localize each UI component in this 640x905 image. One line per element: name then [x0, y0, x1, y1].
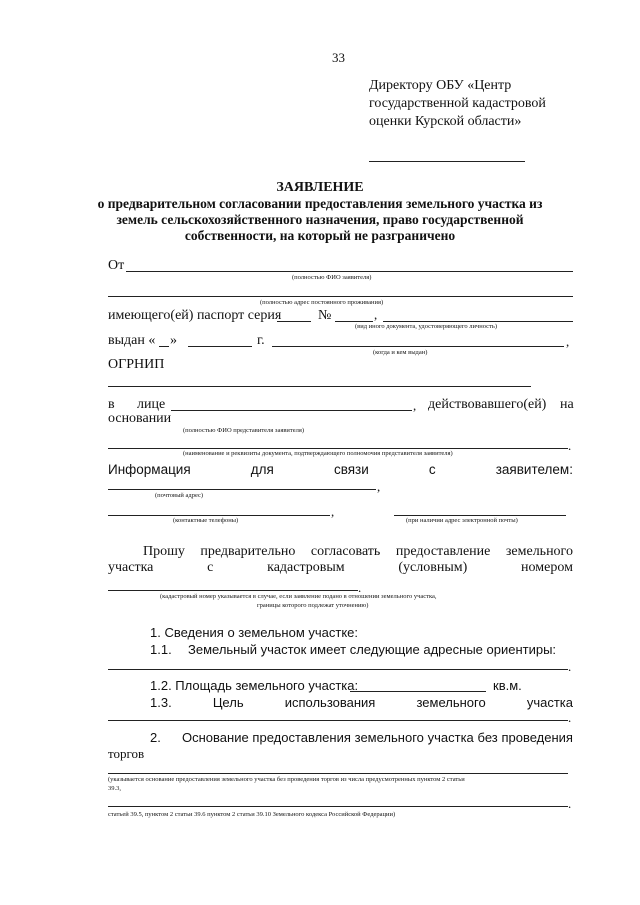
address-landmarks-line[interactable] — [108, 669, 568, 670]
purpose-line[interactable] — [108, 720, 568, 721]
email-caption: (при наличии адрес электронной почты) — [406, 517, 518, 524]
section2-number: 2. — [150, 730, 161, 745]
request-word: кадастровым — [267, 560, 345, 575]
phones-caption: (контактные телефоны) — [173, 517, 239, 524]
issued-month-line[interactable] — [188, 346, 252, 347]
cadastral-number-line[interactable] — [108, 590, 358, 591]
cadastral-caption: (кадастровый номер указывается в случае, если заявление подано в отношении земельного участка, — [160, 593, 437, 600]
request-word: согласовать — [310, 544, 381, 559]
comma: , — [377, 479, 381, 494]
period: . — [568, 796, 572, 811]
postal-caption: (почтовый адрес) — [155, 492, 204, 499]
item-1-3-line — [150, 695, 573, 710]
item-1-2-label: 1.2. Площадь земельного участка: — [150, 678, 359, 693]
contact-word: Информация — [108, 462, 191, 477]
comma: , — [566, 334, 570, 349]
issued-label: выдан « — [108, 333, 156, 348]
applicant-address-line[interactable] — [108, 296, 573, 297]
item-word: использования — [284, 695, 376, 710]
section2-torgov: торгов — [108, 746, 145, 761]
section2-word: Основание — [182, 730, 249, 745]
period: . — [568, 710, 572, 725]
request-word: земельного — [505, 544, 573, 559]
passport-doc-line[interactable] — [383, 321, 573, 322]
passport-label: имеющего(ей) паспорт серия — [108, 308, 282, 323]
comma: , — [374, 307, 378, 322]
address-caption: (полностью адрес постоянного проживания) — [260, 299, 384, 306]
rep-fio-caption: (полностью ФИО представителя заявителя) — [183, 427, 305, 434]
applicant-fio-line[interactable] — [126, 271, 573, 272]
postal-address-line[interactable] — [108, 489, 376, 490]
section2-word: без — [477, 730, 498, 745]
addressee-line: государственной кадастровой — [369, 96, 546, 111]
rep-fio-line[interactable] — [171, 410, 412, 411]
passport-series-line[interactable] — [277, 321, 311, 322]
basis-line[interactable] — [108, 773, 568, 774]
request-word: предварительно — [200, 544, 296, 559]
request-line-1 — [143, 544, 573, 560]
rep-docs-caption: (наименование и реквизиты документа, подтверждающего полномочия представителя заявителя) — [183, 450, 453, 457]
period: . — [568, 659, 572, 674]
title-line: земель сельскохозяйственного назначения, право государственной — [116, 212, 524, 227]
issued-day-line[interactable] — [159, 346, 169, 347]
area-unit: кв.м. — [493, 678, 522, 693]
ogrnip-line[interactable] — [108, 386, 531, 387]
fio-caption: (полностью ФИО заявителя) — [292, 274, 372, 281]
title-heading: ЗАЯВЛЕНИЕ — [276, 180, 364, 195]
section2-word: проведения — [501, 730, 573, 745]
comma: , — [413, 398, 417, 413]
from-label: От — [108, 258, 125, 273]
title-line: собственности, на который не разграничено — [184, 228, 456, 243]
request-word: участка — [108, 560, 154, 575]
basis-caption: (указывается основание предоставления земельного участка без проведения торгов из числа предусмотренных пунктом 2 статьи — [108, 776, 465, 783]
rep-face: лице — [137, 397, 166, 412]
doc-caption: (вид иного документа, удостоверяющего личность) — [355, 323, 498, 330]
addressee-line: оценки Курской области» — [369, 114, 522, 129]
contact-word: с — [428, 462, 436, 477]
addressee-signature-line[interactable] — [369, 161, 525, 162]
rep-in: в — [108, 397, 115, 412]
item-word: земельного — [416, 695, 486, 710]
request-word: с — [207, 560, 214, 575]
title-line: о предварительном согласовании предоставления земельного участка из — [97, 196, 543, 211]
ogrnip-label: ОГРНИП — [108, 357, 165, 372]
passport-number-line[interactable] — [335, 321, 373, 322]
area-line[interactable] — [350, 691, 486, 692]
rep-basis: основании — [108, 411, 172, 426]
section1-heading: 1. Сведения о земельном участке: — [150, 625, 359, 640]
item-word: Цель — [212, 695, 244, 710]
basis-caption: статьей 39.5, пунктом 2 статьи 39.6 пунктом 2 статьи 39.10 Земельного кодекса Российской Федерации) — [108, 811, 396, 818]
cadastral-caption: границы которого подлежат уточнению) — [257, 602, 369, 609]
basis-caption: 39.3, — [108, 785, 121, 792]
period: . — [358, 580, 362, 595]
addressee-line: Директору ОБУ «Центр — [369, 78, 512, 93]
request-word: предоставление — [395, 544, 491, 559]
contact-word: заявителем: — [495, 462, 573, 477]
page-number: 33 — [332, 50, 345, 65]
passport-number-sign: № — [318, 308, 332, 323]
section2-word: участка — [427, 730, 474, 745]
issued-quote-close: » — [170, 333, 177, 348]
request-line-2 — [108, 560, 573, 576]
request-word: (условным) — [398, 560, 468, 575]
rep-acted: действовавшего(ей) — [428, 397, 547, 412]
item-word: участка — [526, 695, 573, 710]
item-word: 1.3. — [150, 695, 172, 710]
request-word: Прошу — [143, 544, 185, 559]
section2-word: предоставления — [252, 730, 351, 745]
basis-line-2[interactable] — [108, 806, 568, 807]
issued-by-line[interactable] — [272, 346, 564, 347]
email-line[interactable] — [394, 515, 566, 516]
item-1-1-number: 1.1. — [150, 642, 172, 657]
phones-line[interactable] — [108, 515, 330, 516]
period: . — [568, 438, 572, 453]
section2-line — [182, 730, 573, 745]
request-word: номером — [521, 560, 573, 575]
section2-word: земельного — [354, 730, 424, 745]
rep-docs-line[interactable] — [108, 448, 568, 449]
contact-word: связи — [333, 462, 369, 477]
item-1-1-text: Земельный участок имеет следующие адресные ориентиры: — [188, 642, 557, 657]
comma: , — [331, 504, 335, 519]
rep-on: на — [560, 397, 574, 412]
issued-caption: (когда и кем выдан) — [373, 349, 428, 356]
issued-year-label: г. — [257, 333, 265, 348]
contact-line — [108, 462, 573, 477]
contact-word: для — [250, 462, 274, 477]
